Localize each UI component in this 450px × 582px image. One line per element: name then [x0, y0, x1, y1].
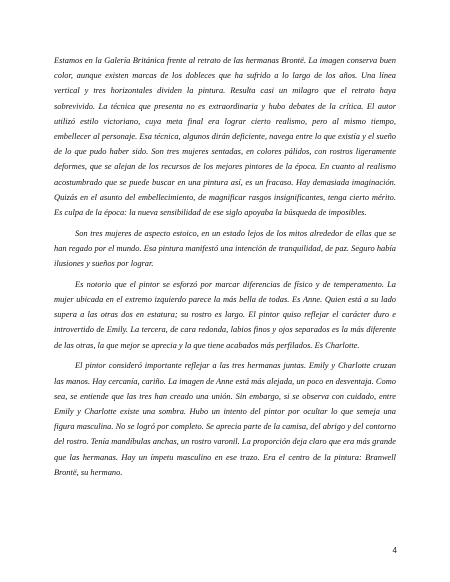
paragraph-3: Es notorio que el pintor se esforzó por marcar diferencias de físico y de temperamento. La mujer ubicada en el extremo izquierdo parece la más bella de todas. Es Anne. Quien está a su lado supera a las otras dos en estatura; su rostro es largo. El pintor quiso reflejar el carácter duro e introvertido de Emily. La tercera, de cara redonda, labios finos y ojos separados es la más diferente de las otras, la que mejor se aprecia y la que tiene acabados más perfilados. Es Charlotte.: [54, 279, 396, 350]
page-number: 4: [392, 546, 397, 555]
paragraph-2: Son tres mujeres de aspecto estoico, en un estado lejos de los mitos alrededor de ellas que se han regado por el mundo. Esa pintura manifestó una intención de tranquilidad, de paz. Seguro había ilusiones y sueños por lograr.: [54, 228, 396, 269]
document-body: [54, 53, 396, 480]
paragraph-1: Estamos en la Galería Británica frente al retrato de las hermanas Brontë. La imagen conserva buen color, aunque existen marcas de los dobleces que ha sufrido a lo largo de los años. Una línea vertical y tres horizontales dividen la pintura. Resulta casi un milagro que el retrato haya sobrevivido. La técnica que presenta no es extraordinaria y hubo debates de la crítica. El autor utilizó estilo victoriano, cuya meta final era lograr cierto realismo, pero al mismo tiempo, embellecer al personaje. Esa técnica, algunos dirán deficiente, navega entre lo que existía y el sueño de lo que pudo haber sido. Son tres mujeres sentadas, en colores pálidos, con rostros ligeramente deformes, que se alejan de los recursos de los mejores pintores de la época. En cuanto al realismo acostumbrado que se puede buscar en una pintura así, es un fracaso. Hay demasiada imaginación. Quizás en el asunto del embellecimiento, de magnificar rasgos insignificantes, tenga cierto mérito. Es culpa de la época: la nueva sensibilidad de ese siglo apoyaba la búsqueda de imposibles.: [54, 56, 396, 218]
paragraph-4: El pintor consideró importante reflejar a las tres hermanas juntas. Emily y Charlotte cruzan las manos. Hay cercanía, cariño. La imagen de Anne está más alejada, un poco en desventaja. Como sea, se entiende que las tres han creado una unión. Sin embargo, si se observa con cuidado, entre Emily y Charlotte existe una sombra. Hubo un intento del pintor por ocultar lo que semeja una figura masculina. No se logró por completo. Se aprecia parte de la camisa, del abrigo y del contorno del rostro. Tenía mandíbulas anchas, un rostro varonil. La proporción deja claro que era más grande que las hermanas. Hay un ímpetu masculino en ese trazo. Era el centro de la pintura: Branwell Brontë, su hermano.: [54, 361, 396, 477]
